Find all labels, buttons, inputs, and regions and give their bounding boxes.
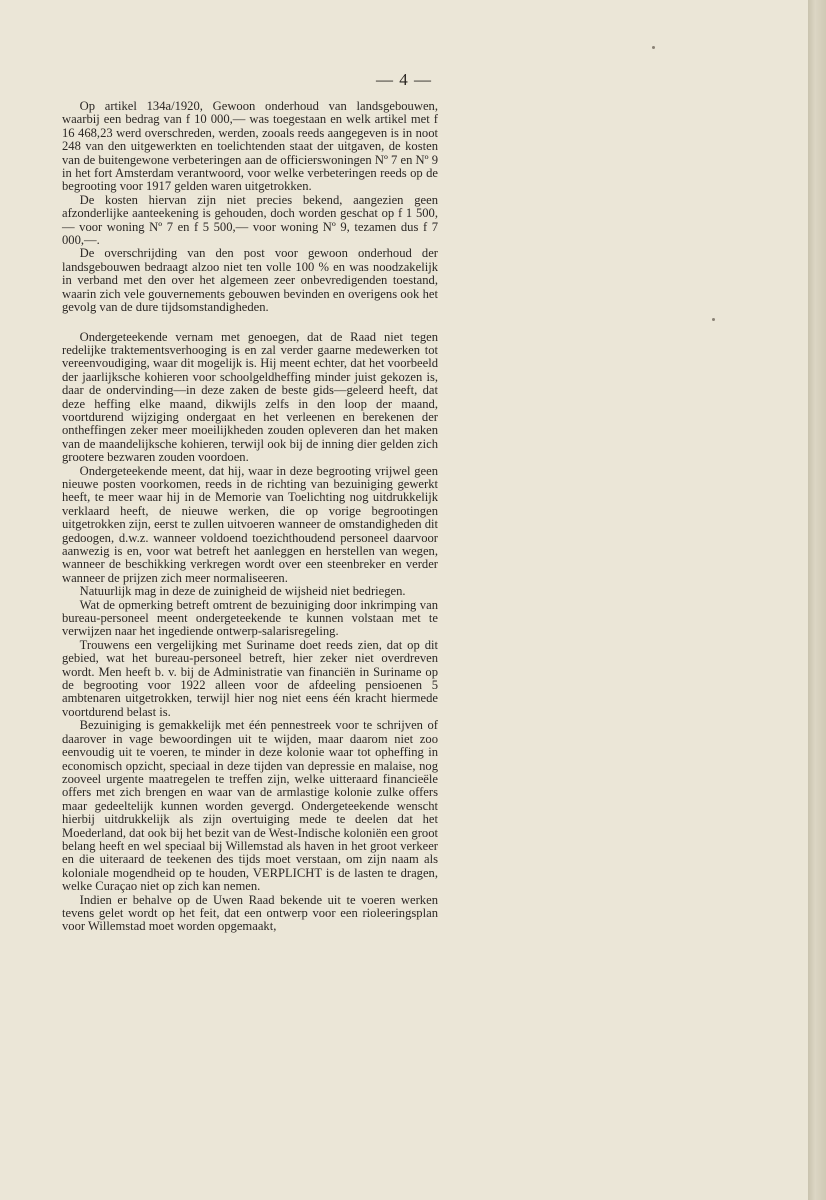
paragraph: Ondergeteekende vernam met genoegen, dat de Raad niet tegen redelijke traktementsverhooging is en zal verder gaarne medewerken tot vereenvoudiging, waar dit mogelijk is. Hij meent echter, dat het voorbeeld der jaarlijksche kohieren voor schoolgeldheffing minder juist gekozen is, daar de ondervinding—in deze zaken de beste gids—geleerd heeft, dat deze heffing elke maand, dikwijls zelfs in den loop der maand, voortdurend wijziging ondergaat en het verleenen en berekenen der ontheffingen zeker meer moeilijkheden zouden opleveren dan het maken van de maandelijksche kohieren, terwijl ook bij de inning dier gelden zich grootere bezwaren zouden voordoen. bbox=[62, 329, 438, 465]
paragraph: De overschrijding van den post voor gewoon onderhoud der landsgebouwen bedraagt alzoo niet ten volle 100 % en was noodzakelijk in verband met den over het algemeen zeer onbevredigenden toestand, waarin zich vele gouvernements gebouwen bevinden en overigens ook het gevolg van de dure tijdsomstandigheden. bbox=[62, 246, 438, 315]
paragraph: Op artikel 134a/1920, Gewoon onderhoud van landsgebouwen, waarbij een bedrag van f 10 000,— was toegestaan en welk artikel met f 16 468,23 werd overschreden, werden, zooals reeds aangegeven is in noot 248 van den uitgewerkten en toelichtenden staat der uitgaven, de kosten van de buitengewone verbeteringen aan de officierswoningen Nº 7 en Nº 9 in het fort Amsterdam verantwoord, voor welke verbeteringen reeds op de begrooting voor 1917 gelden waren uitgetrokken. bbox=[62, 99, 438, 194]
paragraph: Trouwens een vergelijking met Suriname doet reeds zien, dat op dit gebied, wat het bureau-personeel betreft, hier zeker niet overdreven wordt. Men heeft b. v. bij de Administratie van financiën in Suriname op de begrooting voor 1922 alleen voor de afdeeling pensioenen 5 ambtenaren uitgetrokken, terwijl hier nog niet eens één kracht hiermede voortdurend belast is. bbox=[62, 637, 438, 719]
paragraph: Natuurlijk mag in deze de zuinigheid de wijsheid niet bedriegen. bbox=[79, 584, 406, 599]
page-edge bbox=[808, 0, 826, 1200]
paragraph: Ondergeteekende meent, dat hij, waar in deze begrooting vrijwel geen nieuwe posten voorkomen, reeds in de richting van bezuiniging gewerkt heeft, te meer waar hij in de Memorie van Toelichting nog uitdrukkelijk verklaard heeft, de nieuwe werken, die op vorige begrootingen uitgetrokken zijn, eerst te zullen uitvoeren wanneer de omstandigheden dit gedoogen, d.w.z. wanneer voldoend toezichthoudend personeel daarvoor aanwezig is en, voor wat betreft het aanleggen en herstellen van wegen, wanneer de beschikking verkregen wordt over een steenbreker en verder wanneer de prijzen zich meer normaliseeren. bbox=[62, 463, 438, 585]
paragraph: De kosten hiervan zijn niet precies bekend, aangezien geen afzonderlijke aanteekening is gehouden, doch worden geschat op f 1 500,— voor woning Nº 7 en f 5 500,— voor woning Nº 9, tezamen dus f 7 000,—. bbox=[62, 192, 438, 248]
paper-speck bbox=[652, 46, 655, 49]
body-text bbox=[62, 100, 438, 934]
paper-speck bbox=[712, 318, 715, 321]
section-gap bbox=[62, 315, 438, 331]
paragraph: Bezuiniging is gemakkelijk met één pennestreek voor te schrijven of daarover in vage bewoordingen uit te wijden, maar daarom niet zoo eenvoudig uit te voeren, te minder in deze kolonie waar tot opheffing in economisch opzicht, speciaal in deze tijden van depressie en malaise, nog zooveel urgente maatregelen te treffen zijn, welke uitteraard financieële offers met zich brengen en waar van de armlastige kolonie zulke offers maar gedeeltelijk kunnen worden gevergd. Ondergeteekende wenscht hierbij uitdrukkelijk als zijn overtuiging mede te deelen dat het Moederland, dat ook bij het bezit van de West-Indische koloniën een groot belang heeft en wel speciaal bij Willemstad als haven in het groot verkeer en die uiteraard de teekenen des tijds moet verstaan, om zijn naam als koloniale mogendheid op te houden, VERPLICHT is de lasten te dragen, welke Curaçao niet op zich kan nemen. bbox=[62, 718, 438, 894]
paragraph: Wat de opmerking betreft omtrent de bezuiniging door inkrimping van bureau-personeel meent ondergeteekende te kunnen volstaan met te verwijzen naar het ingediende ontwerp-salarisregeling. bbox=[62, 597, 438, 639]
paragraph: Indien er behalve op de Uwen Raad bekende uit te voeren werken tevens gelet wordt op het feit, dat een ontwerp voor een rioleeringsplan voor Willemstad moet worden opgemaakt, bbox=[62, 892, 438, 934]
page-number: — 4 — bbox=[376, 70, 432, 89]
